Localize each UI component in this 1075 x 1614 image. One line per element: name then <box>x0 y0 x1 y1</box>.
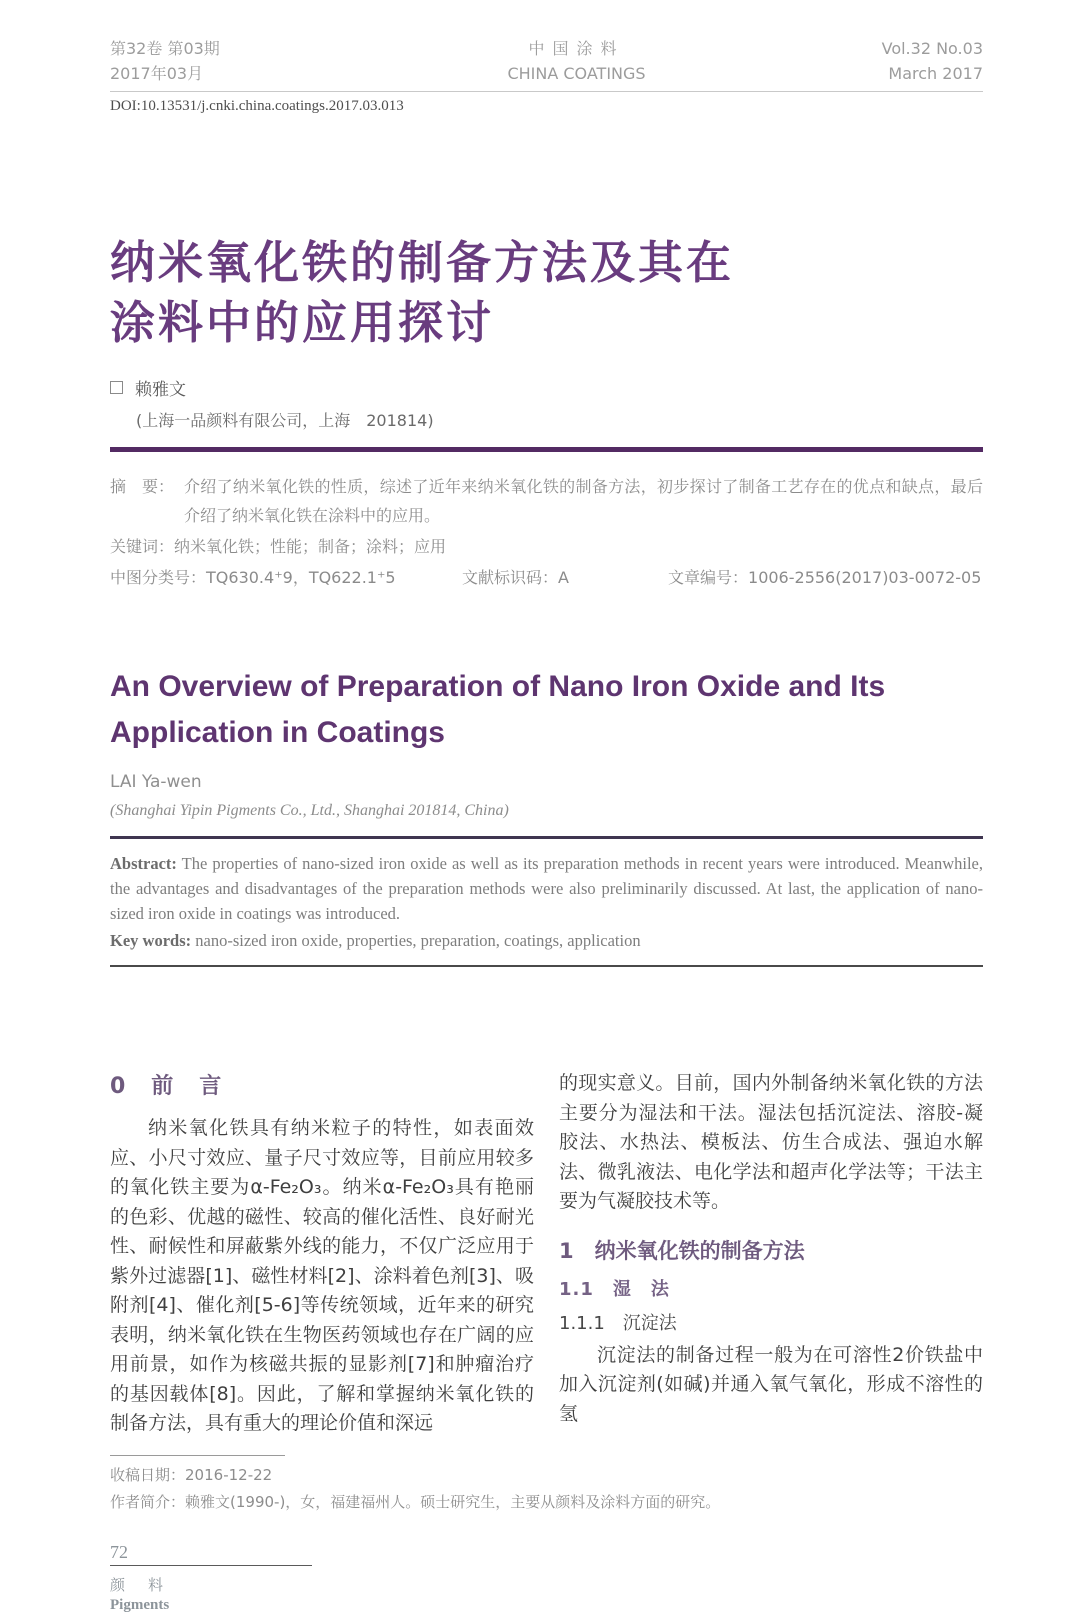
section-1-heading: 1 纳米氧化铁的制备方法 <box>559 1238 805 1263</box>
precipitation-paragraph: 沉淀法的制备过程一般为在可溶性2价铁盐中加入沉淀剂(如碱)并通入氧气氧化，形成不溶性的氢 <box>559 1343 983 1425</box>
abstract-en-top-rule <box>110 836 983 839</box>
author-bio-text: 赖雅文(1990-)，女，福建福州人。硕士研究生，主要从颜料及涂料方面的研究。 <box>185 1492 721 1511</box>
left-column <box>110 1069 534 1439</box>
doc-code-label: 文献标识码： <box>462 568 559 587</box>
section-0-heading: 0 前 言 <box>110 1074 224 1099</box>
abstract-en-text: The properties of nano-sized iron oxide as well as its preparation methods in recent years were introduced. Meanwhile, the advantages and disadvantages of the preparation methods were also preliminarily discussed. At last, the application of nano-sized iron oxide in coatings was introduced. <box>110 854 983 923</box>
section-1-1-1-heading: 1.1.1 沉淀法 <box>559 1312 677 1334</box>
received-date-label: 收稿日期： <box>110 1465 186 1484</box>
abstract-en-paragraph <box>110 851 983 926</box>
body-columns <box>110 1069 983 1439</box>
article-title-en-line1: An Overview of Preparation of Nano Iron Oxide and Its <box>110 670 886 703</box>
journal-header <box>110 36 983 86</box>
article-id-segment <box>668 563 981 592</box>
abstract-cn-block <box>110 472 983 592</box>
article-title-cn-line1: 纳米氧化铁的制备方法及其在 <box>110 236 735 289</box>
header-left <box>110 36 340 86</box>
volume-issue-cn: 第32卷 第03期 <box>110 39 220 58</box>
footer-rule <box>110 1565 312 1566</box>
doc-code-segment <box>462 563 668 592</box>
article-id-label: 文章编号： <box>668 568 749 587</box>
abstract-cn-row <box>110 472 983 530</box>
date-cn: 2017年03月 <box>110 64 204 83</box>
section-1-1-heading: 1.1 湿 法 <box>559 1278 670 1300</box>
author-byline <box>110 375 983 400</box>
received-date-value: 2016-12-22 <box>185 1465 273 1484</box>
intro-continuation-paragraph: 的现实意义。目前，国内外制备纳米氧化铁的方法主要分为湿法和干法。湿法包括沉淀法、溶胶-凝胶法、水热法、模板法、仿生合成法、强迫水解法、微乳液法、电化学法和超声化学法等；干法主要为气凝胶技术等。 <box>559 1072 983 1212</box>
page-footer <box>110 1542 983 1614</box>
abstract-en-block <box>110 851 983 953</box>
right-column <box>559 1069 983 1439</box>
affiliation-cn: (上海一品颜料有限公司，上海 201814) <box>136 411 434 430</box>
header-right <box>813 36 983 86</box>
classification-row <box>110 563 983 592</box>
footer-column-name-cn: 颜 料 <box>110 1575 168 1594</box>
abstract-en-label: Abstract: <box>110 854 177 873</box>
page-number: 72 <box>110 1541 128 1562</box>
keywords-en-label: Key words: <box>110 931 192 950</box>
abstract-en-bottom-rule <box>110 965 983 967</box>
abstract-cn-label: 摘 要： <box>110 477 175 496</box>
article-title-cn-line2: 涂料中的应用探讨 <box>110 296 495 349</box>
clc-label: 中图分类号： <box>110 568 207 587</box>
author-bio-label: 作者简介： <box>110 1492 186 1511</box>
footer-column-name-en: Pigments <box>110 1596 170 1613</box>
journal-name-cn: 中国涂料 <box>528 39 625 58</box>
clc-value: TQ630.4⁺9，TQ622.1⁺5 <box>206 568 396 587</box>
keywords-cn-row <box>110 532 983 561</box>
article-title-cn <box>110 233 983 353</box>
doc-code-value: A <box>558 568 569 587</box>
author-name-cn: 赖雅文 <box>135 380 186 400</box>
header-divider <box>110 91 983 92</box>
clc-segment <box>110 563 462 592</box>
doi-line: DOI:10.13531/j.cnki.china.coatings.2017.03.013 <box>110 98 404 114</box>
footnote-block <box>110 1455 983 1516</box>
keywords-en-text: nano-sized iron oxide, properties, preparation, coatings, application <box>191 931 641 950</box>
keywords-cn-label: 关键词： <box>110 537 175 556</box>
article-title-en-line2: Application in Coatings <box>110 716 445 749</box>
journal-name-en: CHINA COATINGS <box>507 64 646 83</box>
keywords-en-row <box>110 928 983 953</box>
volume-issue-en: Vol.32 No.03 <box>881 39 983 58</box>
keywords-cn-text: 纳米氧化铁；性能；制备；涂料；应用 <box>174 537 447 556</box>
author-bio-row <box>110 1489 983 1516</box>
abstract-cn-text: 介绍了纳米氧化铁的性质，综述了近年来纳米氧化铁的制备方法，初步探讨了制备工艺存在的优点和缺点，最后介绍了纳米氧化铁在涂料中的应用。 <box>184 477 983 525</box>
header-center <box>340 36 813 86</box>
intro-paragraph: 纳米氧化铁具有纳米粒子的特性，如表面效应、小尺寸效应、量子尺寸效应等，目前应用较多的氧化铁主要为α-Fe₂O₃。纳米α-Fe₂O₃具有艳丽的色彩、优越的磁性、较高的催化活性、良好耐光性、耐候性和屏蔽紫外线的能力，不仅广泛应用于紫外过滤器[1]、磁性材料[2]、涂料着色剂[3]、吸附剂[4]、催化剂[5-6]等传统领域，近年来的研究表明，纳米氧化铁在生物医药领域也存在广阔的应用前景，如作为核磁共振的显影剂[7]和肿瘤治疗的基因载体[8]。因此，了解和掌握纳米氧化铁的制备方法，具有重大的理论价值和深远 <box>110 1117 534 1434</box>
title-divider-rule <box>110 447 983 452</box>
date-en: March 2017 <box>888 64 983 83</box>
received-date-row <box>110 1462 983 1489</box>
article-id-value: 1006-2556(2017)03-0072-05 <box>748 568 982 587</box>
article-title-en <box>110 664 983 756</box>
affiliation-en: (Shanghai Yipin Pigments Co., Ltd., Shanghai 201814, China) <box>110 802 509 819</box>
footnote-rule <box>110 1455 285 1456</box>
author-name-en: LAI Ya-wen <box>110 772 202 792</box>
author-square-icon <box>110 381 123 394</box>
